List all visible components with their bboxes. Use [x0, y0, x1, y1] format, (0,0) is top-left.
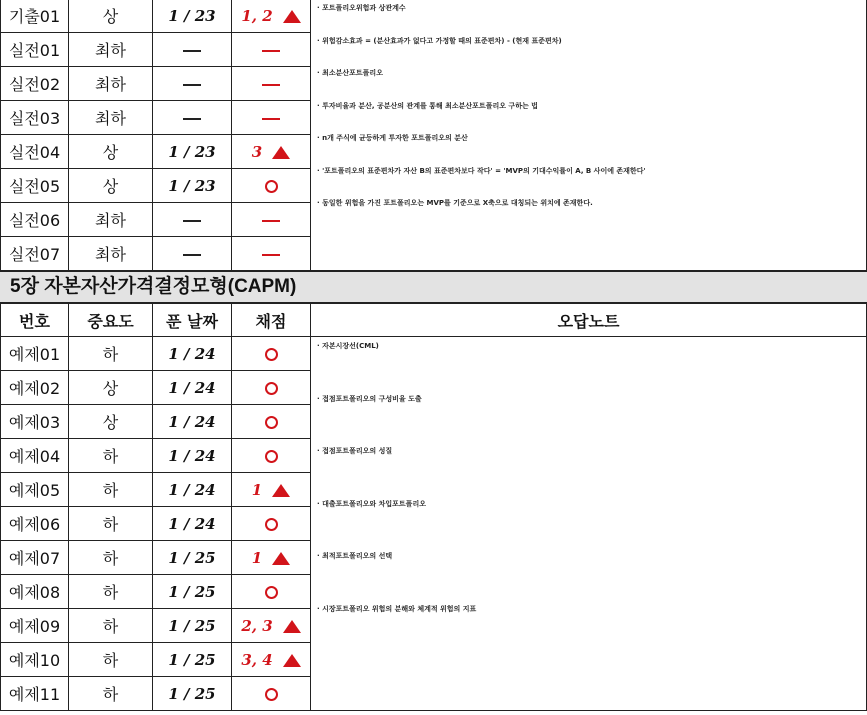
- grade-cell: [232, 507, 311, 541]
- header-row: [1, 304, 867, 337]
- triangle-icon: [272, 146, 290, 159]
- triangle-icon: [272, 484, 290, 497]
- importance-cell: 상: [69, 0, 153, 33]
- problem-id: 예제10: [1, 643, 69, 677]
- importance-cell: 최하: [69, 67, 153, 101]
- note-line: · 포트폴리오위험과 상관계수: [317, 4, 406, 12]
- notes-cell: [311, 0, 867, 271]
- importance-cell: 하: [69, 609, 153, 643]
- date-cell: [153, 101, 232, 135]
- section-header: [0, 270, 867, 304]
- date-cell: [153, 371, 232, 405]
- problem-id: 예제04: [1, 439, 69, 473]
- date-cell: [153, 575, 232, 609]
- grade-text: 3: [251, 143, 263, 161]
- date-cell: [153, 237, 232, 271]
- bottom-table: [0, 303, 867, 711]
- problem-id: 실전07: [1, 237, 69, 271]
- date-cell: [153, 541, 232, 575]
- header-grade: 채점: [232, 304, 311, 337]
- circle-icon: [265, 518, 278, 531]
- date-text: 1 / 25: [168, 651, 216, 669]
- header-notes: 오답노트: [311, 304, 867, 337]
- date-cell: [153, 337, 232, 371]
- section-title: 5장 자본자산가격결정모형(CAPM): [10, 276, 297, 297]
- problem-id: 예제06: [1, 507, 69, 541]
- grade-cell: [232, 575, 311, 609]
- dash-icon: [183, 84, 201, 86]
- problem-id: 예제08: [1, 575, 69, 609]
- triangle-icon: [283, 620, 301, 633]
- date-text: 1 / 24: [168, 379, 216, 397]
- grade-text: 1, 2: [241, 7, 273, 25]
- grade-cell: [232, 541, 311, 575]
- grade-text: 3, 4: [241, 651, 273, 669]
- grade-cell: [232, 405, 311, 439]
- dash-icon: [183, 220, 201, 222]
- table-row: [1, 337, 867, 371]
- date-cell: [153, 439, 232, 473]
- date-text: 1 / 24: [168, 481, 216, 499]
- grade-cell: [232, 473, 311, 507]
- importance-cell: 상: [69, 405, 153, 439]
- problem-id: 예제09: [1, 609, 69, 643]
- grade-cell: [232, 135, 311, 169]
- date-text: 1 / 24: [168, 413, 216, 431]
- date-cell: [153, 473, 232, 507]
- dash-icon: [183, 50, 201, 52]
- problem-id: 실전04: [1, 135, 69, 169]
- dash-icon: [183, 118, 201, 120]
- note-line: · '포트폴리오의 표준편차가 자산 B의 표준편차보다 작다' = 'MVP의 기대수익률이 A, B 사이에 존재한다': [317, 166, 646, 175]
- triangle-icon: [272, 552, 290, 565]
- grade-cell: [232, 371, 311, 405]
- note-line: · 동일한 위험을 가진 포트폴리오는 MVP를 기준으로 X축으로 대칭되는 위치에 존재한다.: [317, 199, 593, 207]
- circle-icon: [265, 586, 278, 599]
- date-text: 1 / 24: [168, 345, 216, 363]
- importance-cell: 하: [69, 643, 153, 677]
- note-line: · 접점포트폴리오의 성질: [317, 447, 393, 455]
- note-line: · 최적포트폴리오의 선택: [317, 552, 393, 560]
- problem-id: 예제01: [1, 337, 69, 371]
- grade-cell: [232, 643, 311, 677]
- importance-cell: 하: [69, 439, 153, 473]
- top-table: [0, 0, 867, 271]
- importance-cell: 최하: [69, 101, 153, 135]
- date-text: 1 / 24: [168, 515, 216, 533]
- date-text: 1 / 25: [168, 685, 216, 703]
- problem-id: 실전06: [1, 203, 69, 237]
- importance-cell: 하: [69, 541, 153, 575]
- importance-cell: 최하: [69, 203, 153, 237]
- date-cell: [153, 507, 232, 541]
- grade-cell: [232, 237, 311, 271]
- date-cell: [153, 169, 232, 203]
- note-line: · 최소분산포트폴리오: [317, 69, 383, 77]
- grade-text: 1: [251, 549, 263, 567]
- triangle-icon: [283, 654, 301, 667]
- date-cell: [153, 0, 232, 33]
- grade-cell: [232, 677, 311, 711]
- dash-icon: [262, 84, 280, 86]
- problem-id: 예제05: [1, 473, 69, 507]
- date-cell: [153, 643, 232, 677]
- importance-cell: 하: [69, 473, 153, 507]
- grade-cell: [232, 337, 311, 371]
- date-cell: [153, 677, 232, 711]
- grade-text: 2, 3: [241, 617, 273, 635]
- importance-cell: 하: [69, 677, 153, 711]
- grade-cell: [232, 203, 311, 237]
- date-text: 1 / 24: [168, 447, 216, 465]
- table-row: [1, 0, 867, 33]
- grade-text: 1: [251, 481, 263, 499]
- date-cell: [153, 135, 232, 169]
- note-line: · 시장포트폴리오 위험의 분해와 체계적 위험의 지표: [317, 604, 477, 613]
- importance-cell: 상: [69, 371, 153, 405]
- importance-cell: 하: [69, 337, 153, 371]
- circle-icon: [265, 348, 278, 361]
- grade-cell: [232, 609, 311, 643]
- dash-icon: [183, 254, 201, 256]
- dash-icon: [262, 50, 280, 52]
- problem-id: 예제02: [1, 371, 69, 405]
- date-cell: [153, 203, 232, 237]
- grade-cell: [232, 101, 311, 135]
- problem-id: 예제03: [1, 405, 69, 439]
- problem-id: 기출01: [1, 0, 69, 33]
- problem-id: 실전01: [1, 33, 69, 67]
- grade-cell: [232, 33, 311, 67]
- triangle-icon: [283, 10, 301, 23]
- dash-icon: [262, 220, 280, 222]
- importance-cell: 하: [69, 575, 153, 609]
- importance-cell: 최하: [69, 33, 153, 67]
- date-text: 1 / 23: [168, 7, 216, 25]
- circle-icon: [265, 450, 278, 463]
- problem-id: 실전05: [1, 169, 69, 203]
- importance-cell: 상: [69, 169, 153, 203]
- note-line: · 위험감소효과 = (분산효과가 없다고 가정할 때의 표준편차) - (현재 표준편차): [317, 36, 562, 45]
- circle-icon: [265, 180, 278, 193]
- header-number: 번호: [1, 304, 69, 337]
- grade-cell: [232, 169, 311, 203]
- circle-icon: [265, 382, 278, 395]
- problem-id: 실전02: [1, 67, 69, 101]
- header-date: 푼 날짜: [153, 304, 232, 337]
- date-cell: [153, 33, 232, 67]
- dash-icon: [262, 254, 280, 256]
- notes-cell: [311, 337, 867, 711]
- grade-cell: [232, 439, 311, 473]
- note-line: · 접점포트폴리오의 구성비율 도출: [317, 394, 422, 403]
- note-line: · 투자비율과 분산, 공분산의 관계를 통해 최소분산포트폴리오 구하는 법: [317, 101, 538, 110]
- note-line: · n개 주식에 균등하게 투자한 포트폴리오의 분산: [317, 134, 468, 142]
- circle-icon: [265, 688, 278, 701]
- date-text: 1 / 25: [168, 617, 216, 635]
- note-line: · 대출포트폴리오와 차입포트폴리오: [317, 499, 426, 508]
- date-text: 1 / 25: [168, 583, 216, 601]
- problem-id: 예제11: [1, 677, 69, 711]
- circle-icon: [265, 416, 278, 429]
- problem-id: 예제07: [1, 541, 69, 575]
- grade-cell: [232, 0, 311, 33]
- header-importance: 중요도: [69, 304, 153, 337]
- problem-id: 실전03: [1, 101, 69, 135]
- grade-cell: [232, 67, 311, 101]
- date-text: 1 / 23: [168, 143, 216, 161]
- importance-cell: 하: [69, 507, 153, 541]
- date-cell: [153, 609, 232, 643]
- date-text: 1 / 25: [168, 549, 216, 567]
- date-cell: [153, 405, 232, 439]
- dash-icon: [262, 118, 280, 120]
- date-cell: [153, 67, 232, 101]
- note-line: · 자본시장선(CML): [317, 342, 379, 350]
- date-text: 1 / 23: [168, 177, 216, 195]
- importance-cell: 상: [69, 135, 153, 169]
- importance-cell: 최하: [69, 237, 153, 271]
